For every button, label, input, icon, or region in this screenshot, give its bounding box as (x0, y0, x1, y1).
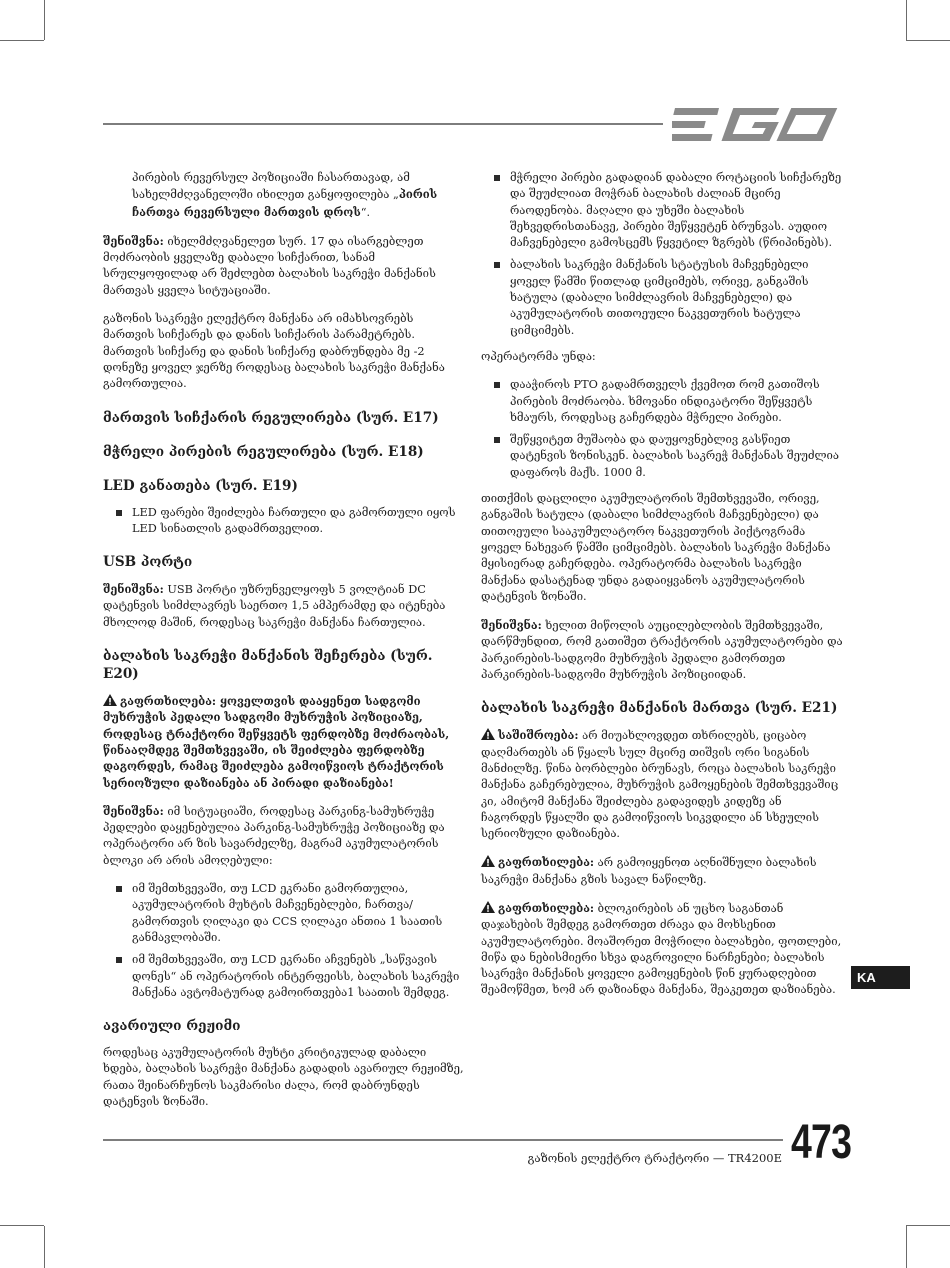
footer-rule (103, 1139, 783, 1141)
crop-mark (0, 40, 44, 41)
limp-mode-list (481, 170, 843, 339)
warning-icon (481, 728, 495, 740)
note-paragraph: შენიშვნა: ხელით მიწოლის აუცილებლობის შემთხვევაში, დარწმუნდით, რომ გათიშეთ ტრაქტორის აკუმულატორები და პარკირების-სადგომი მუხრუჭის პედალი გამორთეთ პარკირების-სადგომი მუხრუჭის პოზიციიდან. (481, 618, 843, 682)
ego-logo (672, 104, 844, 146)
header-rule (103, 123, 663, 125)
crop-mark (906, 40, 950, 41)
led-list (103, 505, 465, 538)
heading-led: LED განათება (სურ. E19) (103, 477, 298, 494)
heading-operation: ბალახის საკრეჭი მანქანის მართვა (სურ. E21) (481, 700, 838, 717)
danger-paragraph: საშიშროება: არ მიუახლოვდეთ თხრილებს, ციცაბო დაღმართებს ან წყალს სულ მცირე თიშვის ორი სიგანის მანძილზე. წინა ბორბლები ბრუნავს, როცა ბალახის საკრეჭი მანქანა გაჩერებულია, მუხრუჭის გამოყენების შემთხვევაშიც კი, ამიტომ მანქანა შეიძლება გადავიდეს კიდეზე ან ჩაგორდეს წყალში და გამოიწვიოს სიკვდილი ან სხეულის სერიოზული დაზიანება. (481, 728, 839, 841)
operator-must-label: ოპერატორმა უნდა: (481, 349, 596, 363)
note-paragraph: შენიშვნა: იხელმძღვანელეთ სურ. 17 და ისარგებლეთ მოძრაობის ყველაზე დაბალი სიჩქარით, სანამ სრულყოფილად არ შეძლებთ ბალახის საკრეჭი მანქანის მართვას ყველა სიტუაციაში. (103, 233, 436, 297)
operator-list (481, 377, 843, 481)
crop-mark (44, 0, 45, 40)
warning-icon (481, 901, 495, 913)
crop-mark (906, 1226, 907, 1268)
heading-blades: მჭრელი პირების რეგულირება (სურ. E18) (103, 443, 424, 460)
heading-emergency: ავარიული რეჟიმი (103, 1018, 241, 1035)
list-item: ბალახის საკრეჭი მანქანის სტატუსის მაჩვენებელი ყოველ წამში წითლად ციმციმებს, ორივე, განგაშის ხატულა (დაბალი სიმძლავრის მაჩვენებელი) და აკუმულატორის თითოეული ნაკვეთურის ხატულა ციმციმებს. (481, 257, 843, 338)
page-number: 473 (791, 1116, 852, 1169)
list-item: შეწყვიტეთ მუშაობა და დაუყოვნებლივ გასწიეთ დატენვის ზონისკენ. ბალახის საკრეჭ მანქანას შეუძლია დაფაროს მაქს. 1000 მ. (481, 432, 843, 481)
crop-mark (906, 0, 907, 40)
warning-paragraph: გაფრთხილება: ბლოკირების ან უცხო საგანთან დაჯახების შემდეგ გამორთეთ ძრავა და მოხსენით აკუმულატორები. მოაშორეთ მოჭრილი ბალახები, ფოთლები, მიწა და ნებისმიერი სხვა დაგროვილი ნარჩენები; ბალახის საკრეჭი მანქანის ყოველი გამოყენების წინ ყურადღებით შეამოწმეთ, ხომ არ დაზიანდა მანქანა, შეაკეთეთ დაზიანება. (481, 900, 842, 997)
crop-mark (0, 1225, 44, 1226)
list-item: მჭრელი პირები გადადიან დაბალი როტაციის სიჩქარეზე და შეუძლიათ მოჭრან ბალახის ძალიან მცირე რაოდენობა. მაღალი და უხეში ბალახის შეხვედრისთანავე, პირები შეწყვეტენ ბრუნვას. აუდიო მაჩვენებელი გამოსცემს წყვეტილ ზგრებს (წრიპინებს). (481, 170, 843, 251)
warning-paragraph: გაფრთხილება: ყოველთვის დააყენეთ სადგომი მუხრუჭის პედალი სადგომი მუხრუჭის პოზიციაზე, როდესაც ტრაქტორი შეწყვეტს ფერდობზე მოძრაობას, წინააღმდეგ შემთხვევაში, ის შეიძლება ფერდობზე დაგორდეს, რამაც შეიძლება გამოიწვიოს ტრაქტორის სერიოზული დაზიანება ან პირადი დაზიანება! (103, 694, 450, 790)
intro-paragraph: პირების რევერსულ პოზიციაში ჩასართავად, ამ სახელმძღვანელოში იხილეთ განყოფილება „პირის ჩართვა რევერსული მართვის დროს“. (132, 171, 438, 219)
list-item: იმ შემთხვევაში, თუ LCD ეკრანი აჩვენებს „საწვავის დონეს“ ან ოპერატორის ინტერფეისს, ბალახის საკრეჭი მანქანა ავტომატურად გამოირთვება1 საათის შემდეგ. (103, 952, 465, 1001)
crop-mark (906, 1225, 950, 1226)
usb-note: შენიშვნა: USB პორტი უზრუნველყოფს 5 ვოლტიან DC დატენვის სიმძლავრეს საერთო 1,5 ამპერამდე და იტენება მხოლოდ მაშინ, როდესაც საკრეჭი მანქანა ჩართულია. (103, 582, 446, 629)
right-column (481, 170, 843, 1011)
footer-title: გაზონის ელექტრო ტრაქტორი — TR4200E (527, 1151, 782, 1165)
list-item: იმ შემთხვევაში, თუ LCD ეკრანი გამორთულია, აკუმულატორის მუხტის მაჩვენებლები, ჩართვა/გამორთვის ღილაკი და CCS ღილაკი ანთია 1 საათის განმავლობაში. (103, 881, 465, 946)
note-paragraph: შენიშვნა: იმ სიტუაციაში, როდესაც პარკინგ-სამუხრუჭე პედლები დაყენებულია პარკინგ-სამუხრუჭე პოზიციაზე და ოპერატორი არ ზის სავარძელზე, მაგრამ აკუმულატორის ბლოკი არ არის ამოღებული: (103, 803, 445, 867)
critical-battery-paragraph: თითქმის დაცლილი აკუმულატორის შემთხვევაში, ორივე, განგაშის ხატულა (დაბალი სიმძლავრის მაჩვენებელი) და თითოეული სააკუმულატორო ნაკვეთურის პიქტოგრამა ყოველ ნახევარ წამში ციმციმებს. ბალახის საკრეჭი მანქანა მყისიერად გაჩერდება. ოპერატორმა ბალახის საკრეჭი მანქანა დასატენად უნდა გადაიყვანოს აკუმულატორის დატენვის ზონაში. (481, 492, 831, 603)
lcd-list (103, 881, 465, 1001)
heading-drive-speed: მართვის სიჩქარის რეგულირება (სურ. E17) (103, 409, 439, 426)
speed-memory-paragraph: გაზონის საკრეჭი ელექტრო მანქანა არ იმახსოვრებს მართვის სიჩქარეს და დანის სიჩქარის პარამეტრებს. მართვის სიჩქარე და დანის სიჩქარე დაბრუნდება მე -2 დონეზე ყოველ ჯერზე როდესაც ბალახის საკრეჭი მანქანა გამორთულია. (103, 312, 445, 391)
warning-paragraph: გაფრთხილება: არ გამოიყენოთ აღნიშნული ბალახის საკრეჭი მანქანა გზის სავალ ნაწილზე. (481, 855, 817, 886)
heading-stop-mower: ბალახის საკრეჭი მანქანის შეჩერება (სურ. E20) (103, 648, 433, 683)
crop-mark (44, 1226, 45, 1268)
list-item: დააჭიროს PTO გადამრთველს ქვემოთ რომ გათიშოს პირების მოძრაობა. ხმოვანი ინდიკატორი შეწყვეტს ხმაურს, როდესაც გაჩერდება მჭრელი პირები. (481, 377, 843, 426)
heading-usb: USB პორტი (103, 554, 193, 571)
left-column (103, 170, 465, 1122)
emergency-paragraph: როდესაც აკუმულატორის მუხტი კრიტიკულად დაბალი ხდება, ბალახის საკრეჭი მანქანა გადადის ავარიულ რეჟიმზე, რათა შეინარჩუნოს საკმარისი ძალა, რომ დაბრუნდეს დატენვის ზონაში. (103, 1046, 464, 1108)
warning-icon (103, 694, 117, 706)
language-tab: KA (851, 966, 910, 989)
warning-icon (481, 855, 495, 867)
list-item: LED ფარები შეიძლება ჩართული და გამორთული იყოს LED სინათლის გადამრთველით. (103, 505, 465, 538)
